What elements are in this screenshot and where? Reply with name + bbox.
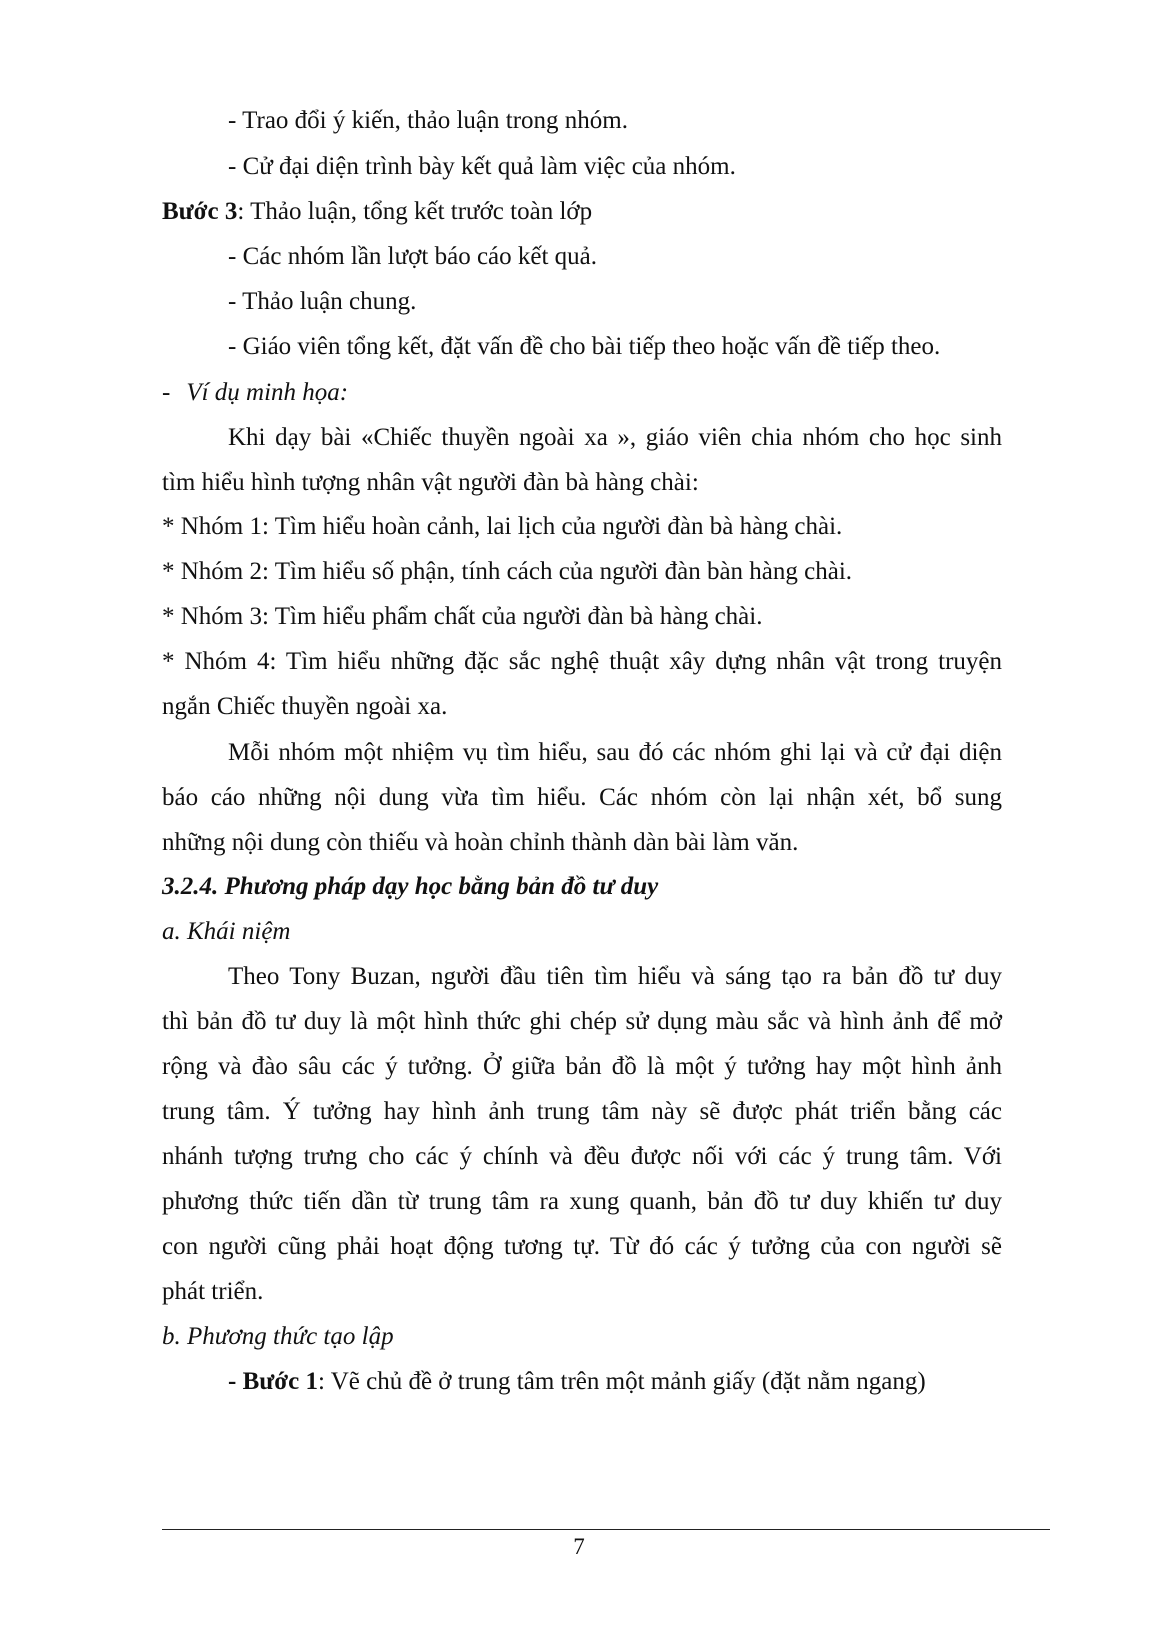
concept-line-1: Theo Tony Buzan, người đầu tiên tìm hiểu và sáng tạo ra bản đồ tư duy xyxy=(228,963,1002,990)
group-3: * Nhóm 3: Tìm hiểu phẩm chất của người đàn bà hàng chài. xyxy=(162,603,763,630)
concept-line-4: trung tâm. Ý tưởng hay hình ảnh trung tâm này sẽ được phát triển bằng các xyxy=(162,1098,1002,1125)
step3-text: : Thảo luận, tổng kết trước toàn lớp xyxy=(237,198,593,225)
concept-line-7: con người cũng phải hoạt động tương tự. Từ đó các ý tưởng của con người sẽ xyxy=(162,1233,1002,1260)
group-2: * Nhóm 2: Tìm hiểu số phận, tính cách của người đàn bàn hàng chài. xyxy=(162,558,853,585)
example-intro-line-1: Khi dạy bài «Chiếc thuyền ngoài xa », giáo viên chia nhóm cho học sinh xyxy=(228,424,1002,451)
concept-line-2: thì bản đồ tư duy là một hình thức ghi chép sử dụng màu sắc và hình ảnh để mở xyxy=(162,1008,1002,1035)
footer-divider xyxy=(162,1529,1050,1530)
step3-heading xyxy=(162,197,592,227)
creation-step-1 xyxy=(228,1367,926,1397)
subsection-a-heading: a. Khái niệm xyxy=(162,918,291,945)
concept-line-5: nhánh tượng trưng cho các ý chính và đều được nối với các ý trung tâm. Với xyxy=(162,1143,1002,1170)
subsection-b-heading: b. Phương thức tạo lập xyxy=(162,1323,394,1350)
creation-step-1-text: : Vẽ chủ đề ở trung tâm trên một mảnh giấy (đặt nằm ngang) xyxy=(317,1368,926,1395)
group-1: * Nhóm 1: Tìm hiểu hoàn cảnh, lai lịch của người đàn bà hàng chài. xyxy=(162,513,843,540)
section-title: 3.2.4. Phương pháp dạy học bằng bản đồ tư duy xyxy=(162,873,659,900)
step3-label: Bước 3 xyxy=(162,198,238,225)
page-number: 7 xyxy=(573,1534,585,1559)
example-paragraph-line-3: những nội dung còn thiếu và hoàn chỉnh thành dàn bài làm văn. xyxy=(162,829,799,856)
step2-item-2: - Cử đại diện trình bày kết quả làm việc của nhóm. xyxy=(228,153,736,180)
group-4-line-2: ngắn Chiếc thuyền ngoài xa. xyxy=(162,693,448,720)
step3-item-1: - Các nhóm lần lượt báo cáo kết quả. xyxy=(228,243,598,270)
example-dash: - xyxy=(162,379,171,406)
step3-item-3: - Giáo viên tổng kết, đặt vấn đề cho bài tiếp theo hoặc vấn đề tiếp theo. xyxy=(228,333,941,360)
concept-line-3: rộng và đào sâu các ý tưởng. Ở giữa bản đồ là một ý tưởng hay một hình ảnh xyxy=(162,1053,1002,1080)
concept-line-8: phát triển. xyxy=(162,1278,264,1305)
example-heading-text: Ví dụ minh họa: xyxy=(186,379,349,406)
example-heading xyxy=(162,378,348,408)
creation-step-1-label: - Bước 1 xyxy=(228,1368,318,1395)
concept-line-6: phương thức tiến dần từ trung tâm ra xung quanh, bản đồ tư duy khiến tư duy xyxy=(162,1188,1002,1215)
example-paragraph-line-1: Mỗi nhóm một nhiệm vụ tìm hiểu, sau đó các nhóm ghi lại và cử đại diện xyxy=(228,739,1002,766)
step2-item-1: - Trao đổi ý kiến, thảo luận trong nhóm. xyxy=(228,107,628,134)
example-paragraph-line-2: báo cáo những nội dung vừa tìm hiểu. Các nhóm còn lại nhận xét, bổ sung xyxy=(162,784,1002,811)
step3-item-2: - Thảo luận chung. xyxy=(228,288,417,315)
example-intro-line-2: tìm hiểu hình tượng nhân vật người đàn bà hàng chài: xyxy=(162,469,699,496)
group-4-line-1: * Nhóm 4: Tìm hiểu những đặc sắc nghệ thuật xây dựng nhân vật trong truyện xyxy=(162,648,1002,675)
